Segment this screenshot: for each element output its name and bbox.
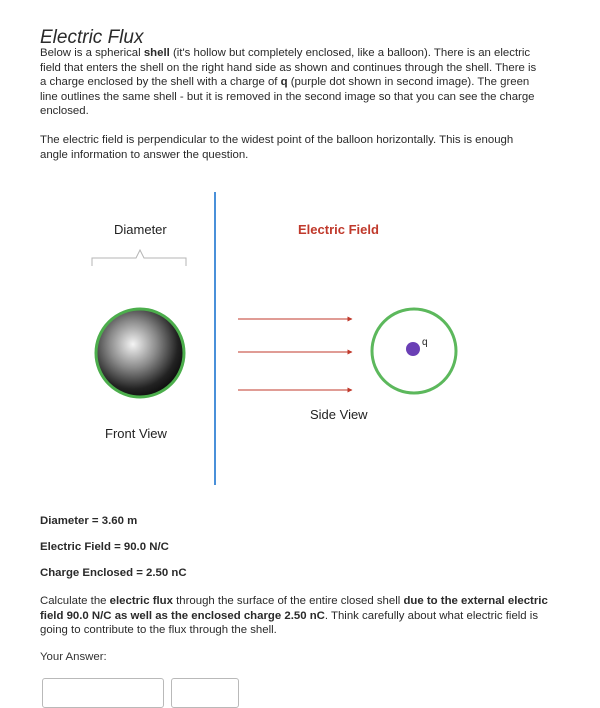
side-view-label: Side View xyxy=(310,407,368,422)
question-text-3: . Think carefully about what electric field is going to contribute to the flux through the shell. xyxy=(40,609,539,637)
electric-field-label: Electric Field xyxy=(298,222,379,237)
answer-input[interactable] xyxy=(42,678,164,708)
front-view-sphere xyxy=(96,309,184,397)
diameter-label: Diameter xyxy=(114,222,167,237)
intro-paragraph xyxy=(40,46,540,119)
given-charge: Charge Enclosed = 2.50 nC xyxy=(40,567,187,579)
charge-label: q xyxy=(422,337,428,348)
question-text-1: Calculate the xyxy=(40,595,110,607)
page-title: Electric Flux xyxy=(40,26,144,48)
units-select[interactable] xyxy=(171,678,239,708)
question-due-bold: due to the external electric field 90.0 N/C as well as the enclosed charge 2.50 nC xyxy=(40,595,548,622)
question-flux-bold: electric flux xyxy=(109,595,173,607)
front-view-label: Front View xyxy=(105,426,167,441)
figure xyxy=(0,180,600,500)
question-paragraph xyxy=(40,594,550,638)
given-electric-field: Electric Field = 90.0 N/C xyxy=(40,541,169,553)
question-text-2: through the surface of the entire closed shell xyxy=(172,595,404,607)
enclosed-charge-dot xyxy=(406,342,420,356)
intro-shell-bold: shell xyxy=(143,47,170,59)
angle-note-paragraph: The electric field is perpendicular to the widest point of the balloon horizontally. This is enough angle information to answer the question. xyxy=(40,134,514,161)
intro-text-2: (it's hollow but completely enclosed, like a balloon). There is an electric field that enters the shell on the right hand side as shown and continues through the shell. There is a charge enclosed by the shell with a charge of xyxy=(40,47,537,89)
diameter-bracket xyxy=(92,250,186,266)
intro-text-1: Below is a spherical xyxy=(40,47,144,59)
given-diameter: Diameter = 3.60 m xyxy=(40,515,138,527)
intro-text-3: (purple dot shown in second image). The green line outlines the same shell - but it is removed in the second image so that you can see the charge enclosed. xyxy=(40,76,535,118)
intro-q-bold: q xyxy=(280,76,288,89)
your-answer-label: Your Answer: xyxy=(40,651,107,663)
